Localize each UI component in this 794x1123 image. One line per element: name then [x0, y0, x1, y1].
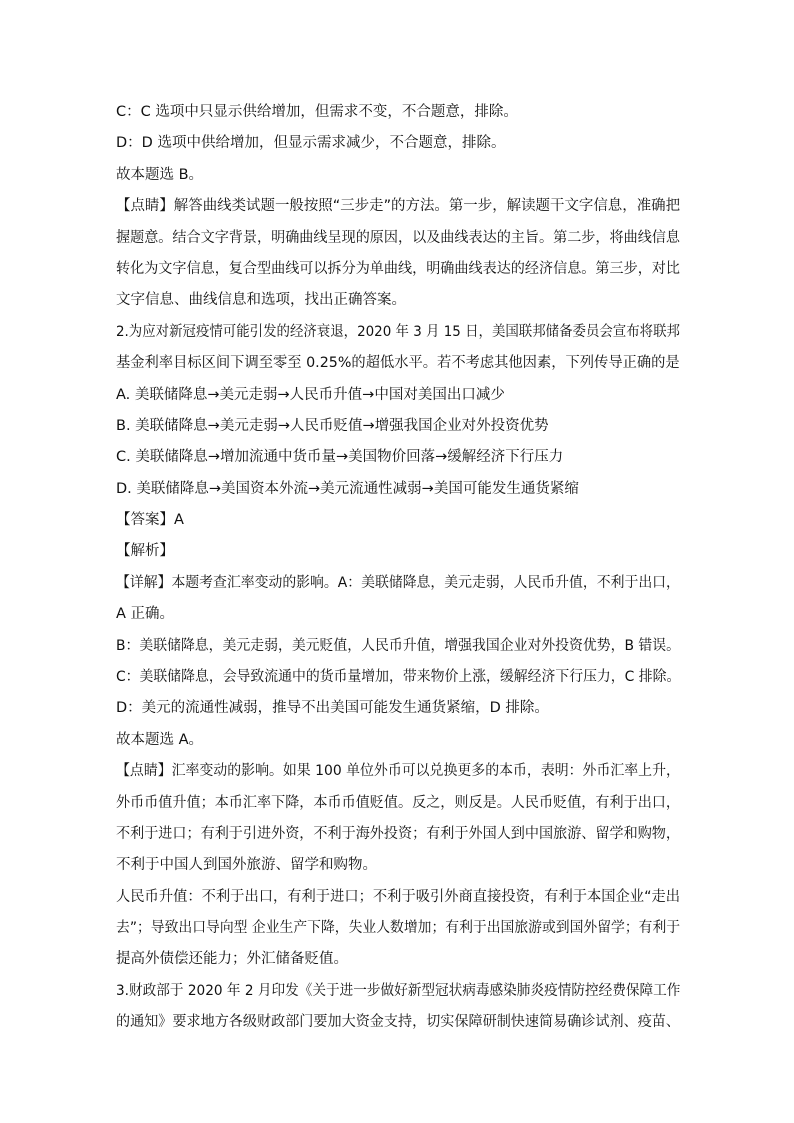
text-line: 【点睛】解答曲线类试题一般按照“三步走”的方法。第一步，解读题干文字信息，准确把 — [116, 198, 681, 214]
text-line: C：C 选项中只显示供给增加，但需求不变，不合题意，排除。 — [116, 104, 518, 120]
text-line: C：美联储降息，会导致流通中的货币量增加，带来物价上涨，缓解经济下行压力，C 排除。 — [116, 669, 681, 685]
question-text: 基金利率目标区间下调至零至 0.25%的超低水平。若不考虑其他因素，下列传导正确的是 — [116, 355, 680, 371]
option-c: C. 美联储降息→增加流通中货币量→美国物价回落→缓解经济下行压力 — [116, 449, 564, 465]
option-d: D. 美联储降息→美国资本外流→美元流通性减弱→美国可能发生通货紧缩 — [116, 481, 579, 497]
text-line: 提高外债偿还能力；外汇储备贬值。 — [116, 951, 348, 967]
text-line: 故本题选 A。 — [116, 732, 204, 748]
text-line: B：美联储降息，美元走弱，美元贬值，人民币升值，增强我国企业对外投资优势，B 错误。 — [116, 638, 680, 654]
text-line: 人民币升值：不利于出口，有利于进口；不利于吸引外商直接投资，有利于本国企业“走出 — [116, 889, 681, 905]
text-line: 不利于中国人到国外旅游、留学和购物。 — [116, 857, 377, 873]
analysis-label: 【解析】 — [116, 543, 174, 559]
option-a: A. 美联储降息→美元走弱→人民币升值→中国对美国出口减少 — [116, 387, 505, 403]
text-line: A 正确。 — [116, 606, 175, 622]
text-line: 故本题选 B。 — [116, 167, 204, 183]
answer-label: 【答案】A — [116, 512, 184, 528]
text-line: 不利于进口；有利于引进外资，不利于海外投资；有利于外国人到中国旅游、留学和购物， — [116, 826, 680, 842]
question-text: 的通知》要求地方各级财政部门要加大资金支持，切实保障研制快速简易确诊试剂、疫苗、 — [116, 1014, 680, 1030]
question-text: 2.为应对新冠疫情可能引发的经济衰退，2020 年 3 月 15 日，美国联邦储备委员会宣布将联邦 — [116, 324, 680, 340]
text-line: 外币币值升值；本币汇率下降，本币币值贬值。反之，则反是。人民币贬值，有利于出口， — [116, 795, 680, 811]
question-text: 3.财政部于 2020 年 2 月印发《关于进一步做好新型冠状病毒感染肺炎疫情防控经费保障工作 — [116, 983, 681, 999]
text-line: 【点睛】汇率变动的影响。如果 100 单位外币可以兑换更多的本币，表明：外币汇率上升， — [116, 763, 680, 779]
text-line: 【详解】本题考查汇率变动的影响。A：美联储降息，美元走弱，人民币升值，不利于出口， — [116, 575, 680, 591]
text-line: D：美元的流通性减弱，推导不出美国可能发生通货紧缩，D 排除。 — [116, 700, 549, 716]
text-line: 转化为文字信息，复合型曲线可以拆分为单曲线，明确曲线表达的经济信息。第三步，对比 — [116, 261, 680, 277]
text-line: 去”；导致出口导向型 企业生产下降，失业人数增加；有利于出国旅游或到国外留学；有利于 — [116, 920, 681, 936]
option-b: B. 美联储降息→美元走弱→人民币贬值→增强我国企业对外投资优势 — [116, 418, 549, 434]
text-line: D：D 选项中供给增加，但显示需求减少，不合题意，排除。 — [116, 135, 506, 151]
text-line: 文字信息、曲线信息和选项，找出正确答案。 — [116, 292, 406, 308]
text-line: 握题意。结合文字背景，明确曲线呈现的原因，以及曲线表达的主旨。第二步，将曲线信息 — [116, 230, 680, 246]
